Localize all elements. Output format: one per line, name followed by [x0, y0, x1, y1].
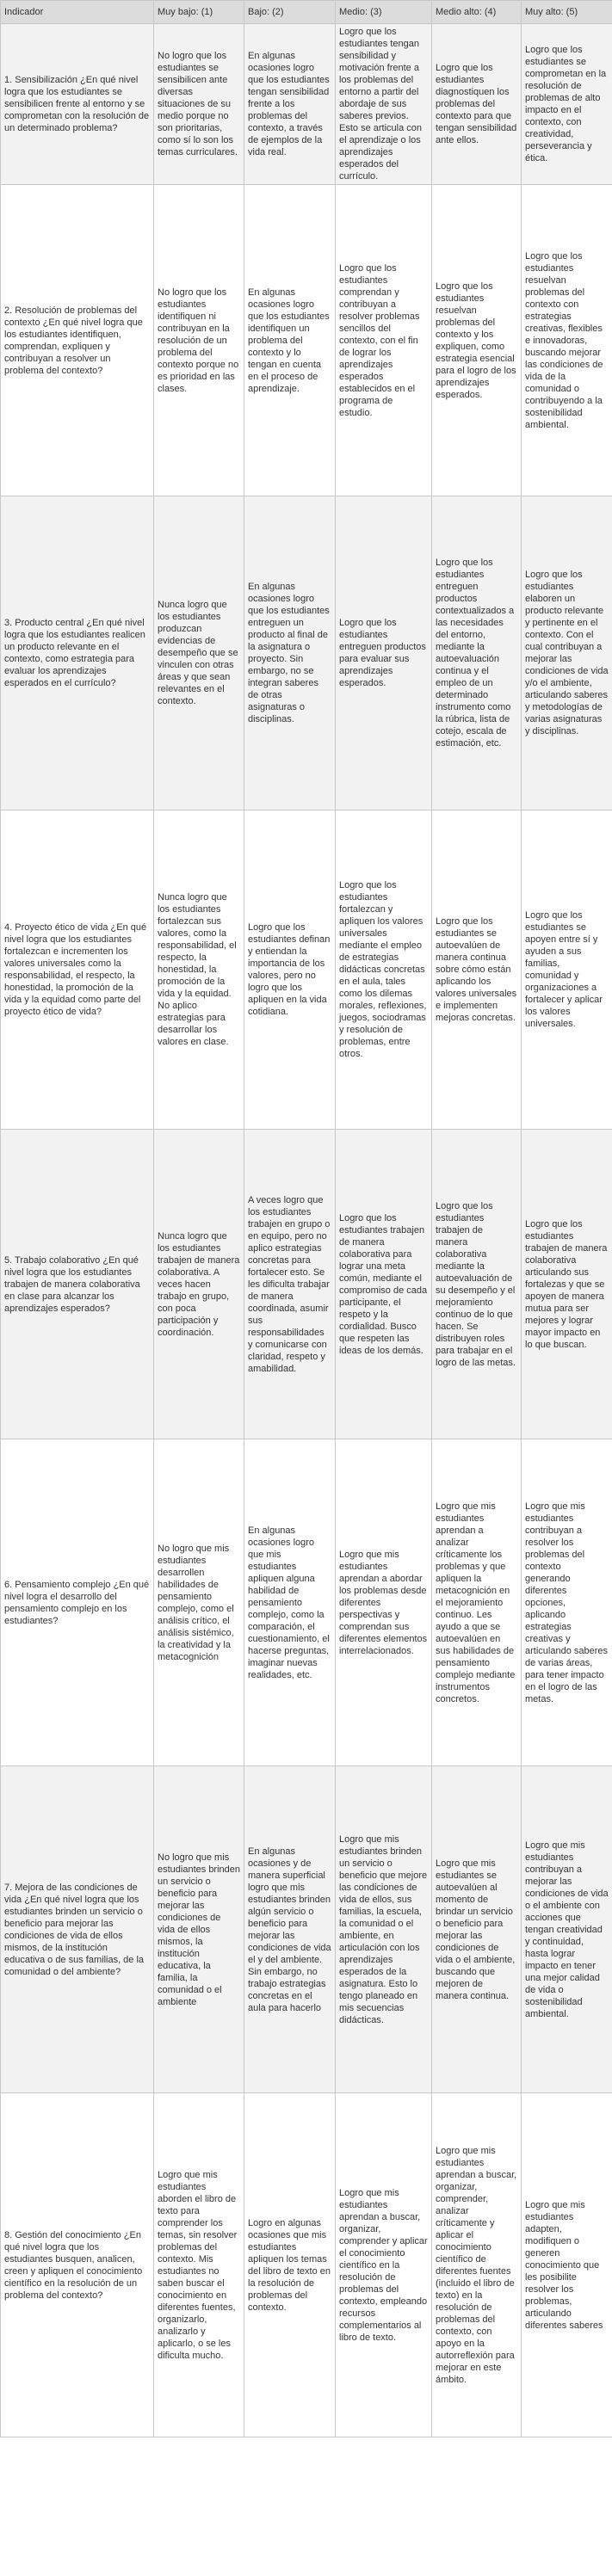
- table-row: [1, 24, 612, 185]
- level-cell-medio: Logro que los estudiantes comprendan y contribuyan a resolver problemas sencillos del contexto, con el fin de lograr los aprendizajes esperados establecidos en el programa de estudio.: [336, 185, 432, 496]
- header-indicador: Indicador: [1, 1, 154, 24]
- table-row: [1, 1439, 612, 1766]
- table-row: [1, 1130, 612, 1439]
- level-cell-muy-bajo: No logro que mis estudiantes brinden un servicio o beneficio para mejorar las condiciones de vida de ellos mismos, la institución educativa, la familia, la comunidad o el ambiente: [154, 1766, 244, 2093]
- level-cell-muy-alto: Logro que los estudiantes trabajen de manera colaborativa articulando sus fortalezas y que se apoyen de manera mutua para ser mejores y lograr mayor impacto en lo que buscan.: [522, 1130, 612, 1439]
- header-row: [1, 1, 612, 24]
- level-cell-bajo: En algunas ocasiones logro que mis estudiantes apliquen alguna habilidad de pensamiento complejo, como la comparación, el cuestionamiento, el hacerse preguntas, imaginar nuevas realidades, etc.: [244, 1439, 336, 1766]
- header-muy-bajo: Muy bajo: (1): [154, 1, 244, 24]
- level-cell-muy-bajo: No logro que mis estudiantes desarrollen habilidades de pensamiento complejo, como el análisis crítico, el análisis sistémico, la creatividad y la metacognición: [154, 1439, 244, 1766]
- level-cell-medio-alto: Logro que los estudiantes entreguen productos contextualizados a las necesidades del entorno, mediante la autoevaluación continua y el empleo de un determinado instrumento como la rúbrica, lista de cotejo, escala de estimación, etc.: [432, 496, 522, 810]
- level-cell-bajo: A veces logro que los estudiantes trabajen en grupo o en equipo, pero no aplico estrategias concretas para fortalecer esto. Se les dificulta trabajar de manera coordinada, asumir sus responsabilidades y comunicarse con claridad, respeto y amabilidad.: [244, 1130, 336, 1439]
- indicator-cell: 1. Sensibilización ¿En qué nivel logra que los estudiantes se sensibilicen frente al entorno y se comprometan con la resolución de un determinado problema?: [1, 24, 154, 185]
- level-cell-muy-alto: Logro que los estudiantes se comprometan en la resolución de problemas de alto impacto en el contexto, con creatividad, perseverancia y ética.: [522, 24, 612, 185]
- level-cell-medio-alto: Logro que los estudiantes trabajen de manera colaborativa mediante la autoevaluación de su desempeño y el mejoramiento continuo de lo que hacen. Se distribuyen roles para trabajar en el logro de las metas.: [432, 1130, 522, 1439]
- table-row: [1, 185, 612, 496]
- level-cell-bajo: Logro en algunas ocasiones que mis estudiantes apliquen los temas del libro de texto en la resolución de problemas del contexto.: [244, 2093, 336, 2437]
- level-cell-muy-bajo: No logro que los estudiantes identifiquen ni contribuyan en la resolución de un problema del contexto porque no es prioridad en las clases.: [154, 185, 244, 496]
- level-cell-muy-alto: Logro que mis estudiantes contribuyan a mejorar las condiciones de vida o el ambiente con acciones que tengan creatividad y continuidad, hasta lograr impacto en tener una mejor calidad de vida o sostenibilidad ambiental.: [522, 1766, 612, 2093]
- level-cell-medio-alto: Logro que los estudiantes se autoevalúen de manera continua sobre cómo están aplicando los valores universales e implementen mejoras concretas.: [432, 810, 522, 1130]
- level-cell-medio: Logro que los estudiantes tengan sensibilidad y motivación frente a los problemas del entorno a partir del abordaje de sus saberes previos. Esto se articula con el aprendizaje o los aprendizajes esperados del currículo.: [336, 24, 432, 185]
- level-cell-medio: Logro que mis estudiantes aprendan a abordar los problemas desde diferentes perspectivas y comprendan sus diferentes elementos interrelacionados.: [336, 1439, 432, 1766]
- level-cell-medio: Logro que mis estudiantes brinden un servicio o beneficio que mejore las condiciones de vida de ellos, sus familias, la escuela, la comunidad o el ambiente, en articulación con los aprendizajes esperados de la asignatura. Esto lo tengo planeado en mis secuencias didácticas.: [336, 1766, 432, 2093]
- indicator-cell: 4. Proyecto ético de vida ¿En qué nivel logra que los estudiantes fortalezcan e incrementen los valores universales como la responsabilidad, el respecto, la honestidad, la promoción de la vida y la equidad como parte del proyecto ético de vida?: [1, 810, 154, 1130]
- level-cell-muy-bajo: Nunca logro que los estudiantes produzcan evidencias de desempeño que se vinculen con otras áreas y que sean relevantes en el contexto.: [154, 496, 244, 810]
- level-cell-muy-alto: Logro que los estudiantes se apoyen entre sí y ayuden a sus familias, comunidad y organizaciones a fortalecer y aplicar los valores universales.: [522, 810, 612, 1130]
- indicator-cell: 3. Producto central ¿En qué nivel logra que los estudiantes realicen un producto relevante en el contexto, como estrategia para evaluar los aprendizajes esperados en el currículo?: [1, 496, 154, 810]
- header-medio: Medio: (3): [336, 1, 432, 24]
- level-cell-medio-alto: Logro que los estudiantes diagnostiquen los problemas del contexto para que tengan sensibilidad ante ellos.: [432, 24, 522, 185]
- level-cell-medio-alto: Logro que mis estudiantes se autoevalúen al momento de brindar un servicio o beneficio para mejorar las condiciones de vida o el ambiente, buscando que mejoren de manera continua.: [432, 1766, 522, 2093]
- level-cell-muy-bajo: Nunca logro que los estudiantes fortalezcan sus valores, como la responsabilidad, el respecto, la honestidad, la promoción de la vida y la equidad. No aplico estrategias para desarrollar los valores en clase.: [154, 810, 244, 1130]
- header-bajo: Bajo: (2): [244, 1, 336, 24]
- level-cell-muy-bajo: Logro que mis estudiantes aborden el libro de texto para comprender los temas, sin resolver problemas del contexto. Mis estudiantes no saben buscar el conocimiento en diferentes fuentes, organizarlo, analizarlo y aplicarlo, o se les dificulta mucho.: [154, 2093, 244, 2437]
- indicator-cell: 5. Trabajo colaborativo ¿En qué nivel logra que los estudiantes trabajen de manera colaborativa en clase para alcanzar los aprendizajes esperados?: [1, 1130, 154, 1439]
- level-cell-muy-bajo: No logro que los estudiantes se sensibilicen ante diversas situaciones de su medio porque no son prioritarias, como sí lo son los temas curriculares.: [154, 24, 244, 185]
- indicator-cell: 2. Resolución de problemas del contexto ¿En qué nivel logra que los estudiantes identifiquen, comprendan, expliquen y contribuyan a resolver un problema del contexto?: [1, 185, 154, 496]
- indicator-cell: 8. Gestión del conocimiento ¿En qué nivel logra que los estudiantes busquen, analicen, creen y apliquen el conocimiento científico en la resolución de un problema del contexto?: [1, 2093, 154, 2437]
- table-row: [1, 1766, 612, 2093]
- level-cell-bajo: Logro que los estudiantes definan y entiendan la importancia de los valores, pero no logro que los apliquen en la vida cotidiana.: [244, 810, 336, 1130]
- level-cell-muy-alto: Logro que los estudiantes elaboren un producto relevante y pertinente en el contexto. Con el cual contribuyan a mejorar las condiciones de vida y/o el ambiente, articulando saberes y metodologías de varias asignaturas y disciplinas.: [522, 496, 612, 810]
- level-cell-medio: Logro que los estudiantes entreguen productos para evaluar sus aprendizajes esperados.: [336, 496, 432, 810]
- level-cell-bajo: En algunas ocasiones logro que los estudiantes entreguen un producto al final de la asignatura o proyecto. Sin embargo, no se integran saberes de otras asignaturas o disciplinas.: [244, 496, 336, 810]
- level-cell-medio: Logro que los estudiantes trabajen de manera colaborativa para lograr una meta común, mediante el compromiso de cada participante, el respeto y la cordialidad. Busco que respeten las ideas de los demás.: [336, 1130, 432, 1439]
- level-cell-muy-alto: Logro que los estudiantes resuelvan problemas del contexto con estrategias creativas, flexibles e innovadoras, buscando mejorar las condiciones de vida de la comunidad o contribuyendo a la sostenibilidad ambiental.: [522, 185, 612, 496]
- level-cell-medio-alto: Logro que mis estudiantes aprendan a buscar, organizar, comprender, analizar críticamente y aplicar el conocimiento científico de diferentes fuentes (incluido el libro de texto) en la resolución de problemas del contexto, con apoyo en la autorreflexión para mejorar en este ámbito.: [432, 2093, 522, 2437]
- table-row: [1, 2093, 612, 2437]
- level-cell-medio-alto: Logro que los estudiantes resuelvan problemas del contexto y los expliquen, como estrategia esencial para el logro de los aprendizajes esperados.: [432, 185, 522, 496]
- level-cell-medio: Logro que mis estudiantes aprendan a buscar, organizar, comprender y aplicar el conocimiento científico en la resolución de problemas del contexto, empleando recursos complementarios al libro de texto.: [336, 2093, 432, 2437]
- table-row: [1, 496, 612, 810]
- level-cell-bajo: En algunas ocasiones logro que los estudiantes identifiquen un problema del contexto y lo tengan en cuenta en el proceso de aprendizaje.: [244, 185, 336, 496]
- level-cell-medio: Logro que los estudiantes fortalezcan y apliquen los valores universales mediante el empleo de estrategias didácticas concretas en el aula, tales como los dilemas morales, reflexiones, juegos, sociodramas y resolución de problemas, entre otros.: [336, 810, 432, 1130]
- level-cell-muy-alto: Logro que mis estudiantes adapten, modifiquen o generen conocimiento que les posibilite resolver los problemas, articulando diferentes saberes: [522, 2093, 612, 2437]
- level-cell-medio-alto: Logro que mis estudiantes aprendan a analizar críticamente los problemas y que apliquen la metacognición en el mejoramiento continuo. Les ayudo a que se autoevalúen en sus habilidades de pensamiento complejo mediante instrumentos concretos.: [432, 1439, 522, 1766]
- indicator-cell: 6. Pensamiento complejo ¿En qué nivel logra el desarrollo del pensamiento complejo en los estudiantes?: [1, 1439, 154, 1766]
- table-row: [1, 810, 612, 1130]
- indicator-cell: 7. Mejora de las condiciones de vida ¿En qué nivel logra que los estudiantes brinden un servicio o beneficio para mejorar las condiciones de vida de ellos mismos, de la institución educativa o de sus familias, de la comunidad o del ambiente?: [1, 1766, 154, 2093]
- header-muy-alto: Muy alto: (5): [522, 1, 612, 24]
- level-cell-bajo: En algunas ocasiones logro que los estudiantes tengan sensibilidad frente a los problemas del contexto, a través de ejemplos de la vida real.: [244, 24, 336, 185]
- header-medio-alto: Medio alto: (4): [432, 1, 522, 24]
- level-cell-muy-bajo: Nunca logro que los estudiantes trabajen de manera colaborativa. A veces hacen trabajo en grupo, con poca participación y coordinación.: [154, 1130, 244, 1439]
- level-cell-muy-alto: Logro que mis estudiantes contribuyan a resolver los problemas del contexto generando diferentes opciones, aplicando estrategias creativas y articulando saberes de varias áreas, para tener impacto en el logro de las metas.: [522, 1439, 612, 1766]
- level-cell-bajo: En algunas ocasiones y de manera superficial logro que mis estudiantes brinden algún servicio o beneficio para mejorar las condiciones de vida el y del ambiente. Sin embargo, no trabajo estrategias concretas en el aula para hacerlo: [244, 1766, 336, 2093]
